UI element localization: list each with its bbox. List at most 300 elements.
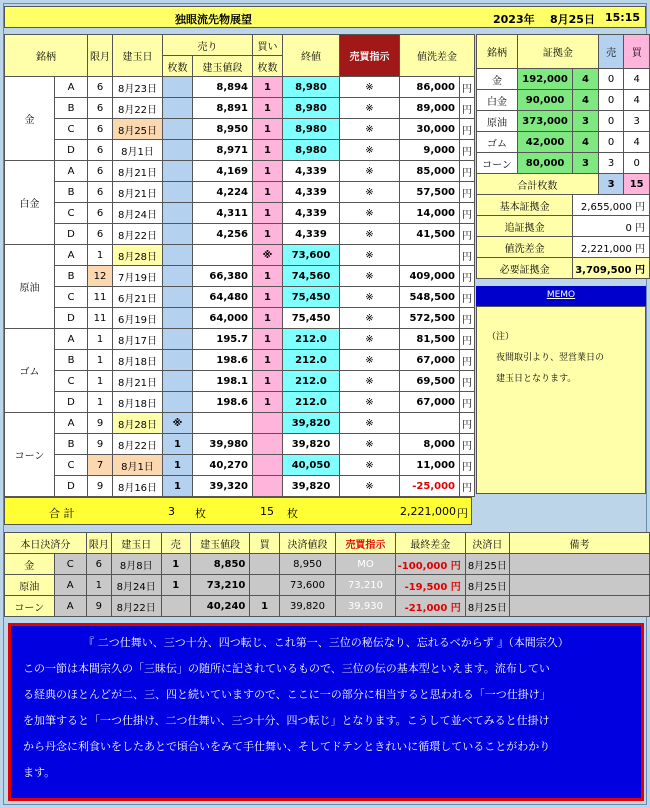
commentary-title: 『 二つ仕舞い、三つ十分、四つ転じ、これ第一、三位の秘伝なり、忘れるべからず 』（本間宗久） [83,636,569,649]
contract-month: 7 [88,455,113,476]
sell-count [163,140,193,161]
position-letter: D [55,392,88,413]
close-price: 212.0 [283,392,340,413]
pl-unit: 円 [460,350,475,371]
buy-count: 1 [253,266,283,287]
settle-col: 買 [250,533,279,554]
buy-count: 1 [253,308,283,329]
margin-amount: 90,000 [517,90,572,111]
settle-col: 売 [161,533,190,554]
sell-count: 1 [163,434,193,455]
summary-row [477,237,650,258]
summary-label: 必要証拠金 [477,258,573,279]
buy-count: ※ [253,245,283,266]
margin-row [477,132,650,153]
summary-row [477,195,650,216]
entry-price: 4,256 [193,224,253,245]
table-row [5,119,475,140]
close-price: 212.0 [283,350,340,371]
position-letter: C [55,203,88,224]
commentary-line: から丹念に利食いをしたあとで頃合いをみて手仕舞い、そしてドテンときれいに循環していることがわかり [23,740,551,753]
contract-month: 1 [88,329,113,350]
contract-month: 1 [88,245,113,266]
contract-month: 9 [88,434,113,455]
group-name: 原油 [5,245,55,329]
entry-date: 8月22日 [113,434,163,455]
settle-buy [250,575,279,596]
pl-unit: 円 [460,392,475,413]
pl-unit: 円 [460,224,475,245]
close-price: 75,450 [283,308,340,329]
margin-total-sell: 3 [598,174,624,195]
settle-final: -19,500 円 [395,575,465,596]
pl-unit: 円 [460,413,475,434]
entry-date: 6月19日 [113,308,163,329]
group-name: 金 [5,77,55,161]
close-price: 8,980 [283,77,340,98]
margin-buy: 4 [624,132,650,153]
entry-price: 39,980 [193,434,253,455]
buy-count: 1 [253,287,283,308]
header-year: 2023年 [493,13,535,26]
margin-count: 4 [573,69,599,90]
position-letter: C [55,371,88,392]
header-bar [4,6,646,28]
settle-col: 決済値段 [279,533,336,554]
margin-name: 白金 [477,90,518,111]
summary-row [477,216,650,237]
col-uri: 売り [163,35,253,56]
settle-name: コーン [5,596,55,617]
commentary-line: この一節は本間宗久の「三昧伝」の随所に記されているもので、三位の伝の基本型といえます。流布してい [23,662,550,675]
settle-signal: MO [336,554,395,575]
pl-amount: 409,000 [400,266,460,287]
entry-date: 8月18日 [113,392,163,413]
table-row [5,77,475,98]
memo-line: 建玉日となります。 [487,374,577,384]
sell-count [163,392,193,413]
trade-signal: ※ [340,434,400,455]
col-meigara: 銘柄 [5,35,88,77]
entry-price: 4,169 [193,161,253,182]
trade-signal: ※ [340,182,400,203]
buy-count: 1 [253,224,283,245]
trade-signal: ※ [340,245,400,266]
position-letter: A [55,329,88,350]
total-buy: 15 [260,505,274,518]
margin-sell: 0 [598,69,624,90]
entry-price: 66,380 [193,266,253,287]
settle-col: 決済日 [465,533,509,554]
margin-amount: 192,000 [517,69,572,90]
col-maisu-buy: 枚数 [253,56,283,77]
table-row [5,308,475,329]
side-col-kai: 買 [624,35,650,69]
margin-buy: 4 [624,90,650,111]
pl-amount: 89,000 [400,98,460,119]
position-letter: D [55,140,88,161]
trade-signal: ※ [340,140,400,161]
pl-amount [400,413,460,434]
total-label: 合 計 [49,507,75,520]
margin-table [476,34,650,279]
position-letter: B [55,434,88,455]
margin-amount: 373,000 [517,111,572,132]
settle-sell [161,596,190,617]
commentary-line: ます。 [23,766,56,779]
sell-count: 1 [163,455,193,476]
entry-date: 8月1日 [113,455,163,476]
trade-signal: ※ [340,119,400,140]
position-letter: A [55,413,88,434]
table-row [5,392,475,413]
pl-amount: 11,000 [400,455,460,476]
margin-count: 4 [573,132,599,153]
trade-signal: ※ [340,161,400,182]
margin-sell: 0 [598,132,624,153]
entry-date: 8月21日 [113,371,163,392]
margin-row [477,90,650,111]
settle-day: 8月25日 [465,554,509,575]
trade-signal: ※ [340,203,400,224]
buy-count: 1 [253,392,283,413]
settle-month: 1 [86,575,111,596]
pl-unit: 円 [460,371,475,392]
position-letter: A [55,161,88,182]
sell-count [163,308,193,329]
pl-unit: 円 [460,455,475,476]
table-row [5,266,475,287]
settle-day: 8月25日 [465,596,509,617]
position-letter: D [55,476,88,497]
pl-amount: 67,000 [400,392,460,413]
settle-price: 8,850 [190,554,249,575]
sell-count [163,98,193,119]
position-letter: D [55,308,88,329]
sell-count [163,119,193,140]
margin-name: コーン [477,153,518,174]
entry-price: 195.7 [193,329,253,350]
settle-col: 建玉値段 [190,533,249,554]
entry-date: 8月22日 [113,98,163,119]
pl-amount: -25,000 [400,476,460,497]
pl-amount: 8,000 [400,434,460,455]
commentary-line: る経典のほとんどが二、三、四と続いていますので、ここに一の部分に相当すると思われる「一つ仕掛け」 [23,688,551,701]
col-owarine: 終値 [283,35,340,77]
pl-amount: 9,000 [400,140,460,161]
settle-signal: 39,930 [336,596,395,617]
pl-unit: 円 [460,98,475,119]
margin-count: 3 [573,153,599,174]
position-letter: B [55,98,88,119]
settle-price: 40,240 [190,596,249,617]
contract-month: 6 [88,182,113,203]
settle-row [5,575,650,596]
table-row [5,413,475,434]
position-letter: B [55,266,88,287]
close-price: 74,560 [283,266,340,287]
pl-amount: 14,000 [400,203,460,224]
header-time: 15:15 [605,11,641,24]
settle-col: 本日決済分 [5,533,87,554]
settle-row [5,554,650,575]
settle-month: 6 [86,554,111,575]
close-price: 4,339 [283,182,340,203]
contract-month: 1 [88,350,113,371]
pl-amount: 67,000 [400,350,460,371]
entry-price [193,245,253,266]
summary-label: 基本証拠金 [477,195,573,216]
contract-month: 6 [88,98,113,119]
trade-signal: ※ [340,224,400,245]
sell-count: ※ [163,413,193,434]
trade-signal: ※ [340,392,400,413]
pl-amount: 81,500 [400,329,460,350]
close-price: 4,339 [283,161,340,182]
margin-total-buy: 15 [624,174,650,195]
buy-count: 1 [253,203,283,224]
buy-count: 1 [253,98,283,119]
buy-count [253,434,283,455]
sell-count [163,287,193,308]
group-name: ゴム [5,329,55,413]
col-kai: 買い [253,35,283,56]
summary-value: 3,709,500 円 [573,258,650,279]
table-row [5,371,475,392]
sell-count [163,371,193,392]
entry-price: 8,971 [193,140,253,161]
buy-count: 1 [253,329,283,350]
entry-date: 8月28日 [113,413,163,434]
table-row [5,329,475,350]
table-row [5,350,475,371]
entry-date: 6月21日 [113,287,163,308]
settle-col: 最終差金 [395,533,465,554]
trade-signal: ※ [340,413,400,434]
settle-final: -100,000 円 [395,554,465,575]
table-row [5,434,475,455]
buy-count: 1 [253,161,283,182]
sell-count: 1 [163,476,193,497]
sell-count [163,266,193,287]
settle-col: 限月 [86,533,111,554]
contract-month: 6 [88,77,113,98]
table-row [5,182,475,203]
position-letter: C [55,119,88,140]
sell-count [163,182,193,203]
close-price: 8,980 [283,119,340,140]
settle-sell: 1 [161,554,190,575]
summary-row [477,258,650,279]
settle-buy [250,554,279,575]
position-letter: A [55,245,88,266]
sell-count [163,203,193,224]
table-row [5,203,475,224]
entry-date: 8月25日 [113,119,163,140]
table-row [5,455,475,476]
settle-row [5,596,650,617]
pl-unit: 円 [460,308,475,329]
entry-date: 8月21日 [113,182,163,203]
pl-unit: 円 [460,119,475,140]
commentary-line: を加筆すると「一つ仕掛け、二つ仕舞い、三つ十分、四つ転じ」となります。こうして並べてみると仕掛け [23,714,550,727]
summary-label: 追証拠金 [477,216,573,237]
total-bar [4,497,472,525]
summary-value: 0 円 [573,216,650,237]
close-price: 75,450 [283,287,340,308]
close-price: 39,820 [283,434,340,455]
trade-signal: ※ [340,371,400,392]
settle-sell: 1 [161,575,190,596]
pl-unit: 円 [460,182,475,203]
settle-col: 売買指示 [336,533,395,554]
settle-buy: 1 [250,596,279,617]
close-price: 39,820 [283,476,340,497]
trade-signal: ※ [340,350,400,371]
summary-value: 2,221,000 円 [573,237,650,258]
margin-buy: 0 [624,153,650,174]
pl-amount: 572,500 [400,308,460,329]
settle-close: 73,600 [279,575,336,596]
entry-price: 4,311 [193,203,253,224]
col-gengetsu: 限月 [88,35,113,77]
buy-count: 1 [253,119,283,140]
side-col-meigara: 銘柄 [477,35,518,69]
settlement-table [4,532,650,617]
margin-amount: 80,000 [517,153,572,174]
table-row [5,140,475,161]
pl-unit: 円 [460,434,475,455]
position-letter: A [55,77,88,98]
buy-count: 1 [253,371,283,392]
settle-note [509,596,649,617]
pl-unit: 円 [460,287,475,308]
pl-amount: 85,000 [400,161,460,182]
settle-close: 39,820 [279,596,336,617]
pl-amount: 548,500 [400,287,460,308]
trade-signal: ※ [340,476,400,497]
contract-month: 9 [88,476,113,497]
settle-note [509,554,649,575]
margin-sell: 0 [598,111,624,132]
entry-date: 8月21日 [113,161,163,182]
col-maisu-sell: 枚数 [163,56,193,77]
pl-unit: 円 [460,77,475,98]
col-tatebi: 建玉日 [113,35,163,77]
memo-title: MEMO [476,286,646,306]
settle-letter: A [54,596,86,617]
table-row [5,98,475,119]
margin-row [477,111,650,132]
buy-count: 1 [253,140,283,161]
close-price: 212.0 [283,329,340,350]
pl-unit: 円 [460,161,475,182]
side-col-shokokin: 証拠金 [517,35,598,69]
entry-price [193,413,253,434]
close-price: 212.0 [283,371,340,392]
settle-date: 8月8日 [111,554,161,575]
table-row [5,224,475,245]
page-title: 独眼流先物展望 [175,13,252,26]
position-letter: D [55,224,88,245]
contract-month: 11 [88,308,113,329]
side-col-uri: 売 [598,35,624,69]
contract-month: 6 [88,224,113,245]
commentary-box [8,623,644,801]
margin-count: 3 [573,111,599,132]
entry-date: 8月16日 [113,476,163,497]
sell-count [163,245,193,266]
table-row [5,476,475,497]
total-sell: 3 [168,505,175,518]
entry-price: 8,891 [193,98,253,119]
entry-price: 64,000 [193,308,253,329]
pl-unit: 円 [460,329,475,350]
settle-signal: 73,210 [336,575,395,596]
margin-total-label: 合計枚数 [477,174,599,195]
trade-signal: ※ [340,287,400,308]
sell-count [163,329,193,350]
trade-signal: ※ [340,455,400,476]
margin-name: 金 [477,69,518,90]
settle-final: -21,000 円 [395,596,465,617]
sell-count [163,161,193,182]
table-row [5,245,475,266]
contract-month: 6 [88,119,113,140]
entry-price: 39,320 [193,476,253,497]
buy-count [253,413,283,434]
contract-month: 9 [88,413,113,434]
pl-amount: 57,500 [400,182,460,203]
sell-count [163,224,193,245]
total-unit2: 枚 [287,507,298,520]
pl-amount [400,245,460,266]
pl-amount: 69,500 [400,371,460,392]
group-name: コーン [5,413,55,497]
col-neaisa: 値洗差金 [400,35,475,77]
entry-date: 8月18日 [113,350,163,371]
contract-month: 12 [88,266,113,287]
entry-price: 198.1 [193,371,253,392]
pl-unit: 円 [460,140,475,161]
position-letter: B [55,350,88,371]
entry-date: 8月28日 [113,245,163,266]
position-letter: C [55,455,88,476]
contract-month: 11 [88,287,113,308]
contract-month: 6 [88,203,113,224]
pl-amount: 41,500 [400,224,460,245]
memo-line: 夜間取引より、翌営業日の [487,353,605,363]
settle-price: 73,210 [190,575,249,596]
settle-month: 9 [86,596,111,617]
margin-name: ゴム [477,132,518,153]
close-price: 4,339 [283,224,340,245]
trade-signal: ※ [340,77,400,98]
close-price: 4,339 [283,203,340,224]
close-price: 39,820 [283,413,340,434]
settle-col: 建玉日 [111,533,161,554]
memo-line: （注） [487,332,515,342]
settle-date: 8月22日 [111,596,161,617]
entry-price: 8,894 [193,77,253,98]
pl-unit: 円 [460,266,475,287]
buy-count [253,455,283,476]
entry-date: 7月19日 [113,266,163,287]
entry-price: 198.6 [193,350,253,371]
pl-unit: 円 [460,203,475,224]
margin-row [477,153,650,174]
close-price: 8,980 [283,98,340,119]
